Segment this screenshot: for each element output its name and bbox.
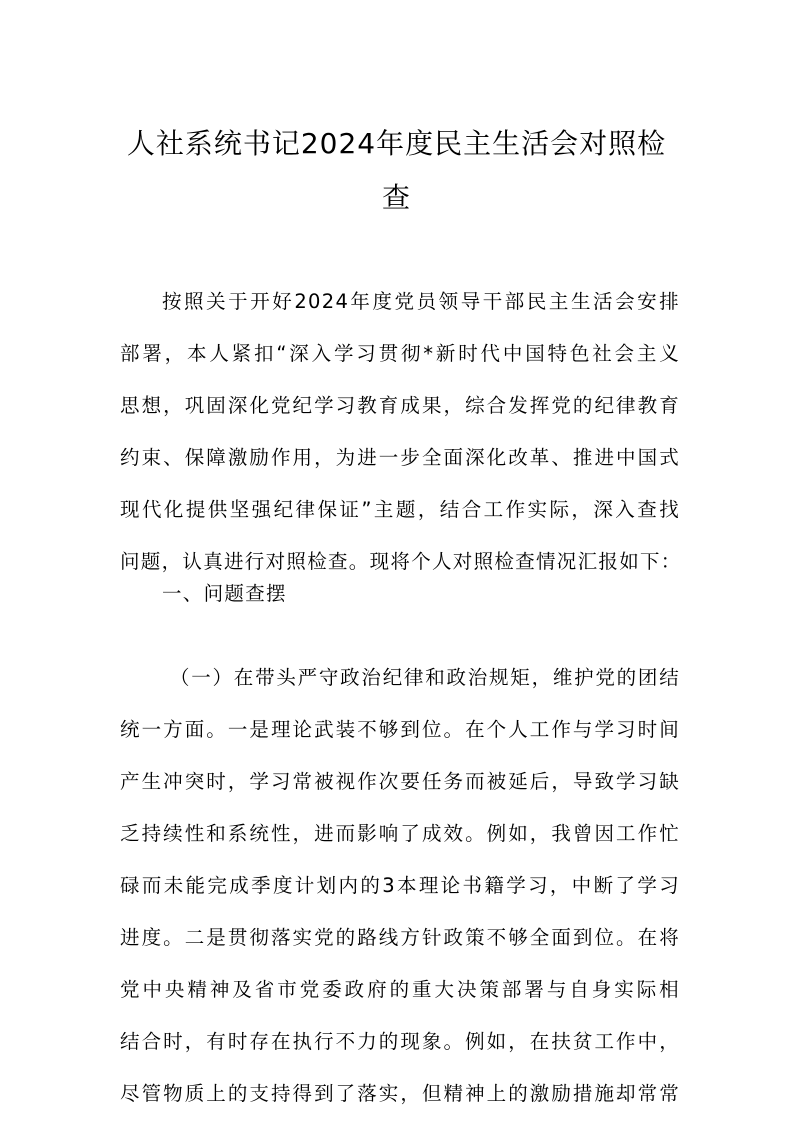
intro-line: 现代化提供坚强纪律保证”主题，结合工作实际，深入查找 (120, 498, 680, 521)
section-heading: 一、问题查摆 (162, 582, 287, 605)
section1-line: 碌而未能完成季度计划内的3本理论书籍学习，中断了学习 (120, 874, 680, 897)
section1-line: 党中央精神及省市党委政府的重大决策部署与自身实际相 (120, 978, 680, 1001)
section1-line: 乏持续性和系统性，进而影响了成效。例如，我曾因工作忙 (120, 822, 680, 845)
section1-paragraph (120, 652, 680, 1120)
section1-line: 统一方面。一是理论武装不够到位。在个人工作与学习时间 (120, 718, 680, 741)
intro-paragraph (120, 276, 680, 588)
intro-line: 按照关于开好2024年度党员领导干部民主生活会安排 (162, 290, 680, 313)
section1-line: 产生冲突时，学习常被视作次要任务而被延后，导致学习缺 (120, 770, 680, 793)
document-title (110, 117, 683, 225)
title-line-2: 查 (381, 181, 411, 214)
intro-line: 思想，巩固深化党纪学习教育成果，综合发挥党的纪律教育 (120, 394, 680, 417)
title-line-1: 人社系统书记2024年度民主生活会对照检 (126, 127, 667, 160)
section1-line: （一）在带头严守政治纪律和政治规矩，维护党的团结 (170, 666, 680, 689)
intro-line: 问题，认真进行对照检查。现将个人对照检查情况汇报如下： (120, 550, 682, 573)
intro-line: 约束、保障激励作用，为进一步全面深化改革、推进中国式 (120, 446, 680, 469)
section-heading-block (120, 568, 680, 620)
section1-line: 尽管物质上的支持得到了落实，但精神上的激励措施却常常 (120, 1082, 680, 1105)
section1-line: 进度。二是贯彻落实党的路线方针政策不够全面到位。在将 (120, 926, 680, 949)
section1-line: 结合时，有时存在执行不力的现象。例如，在扶贫工作中， (120, 1030, 680, 1053)
intro-line: 部署，本人紧扣“深入学习贯彻*新时代中国特色社会主义 (120, 342, 680, 365)
